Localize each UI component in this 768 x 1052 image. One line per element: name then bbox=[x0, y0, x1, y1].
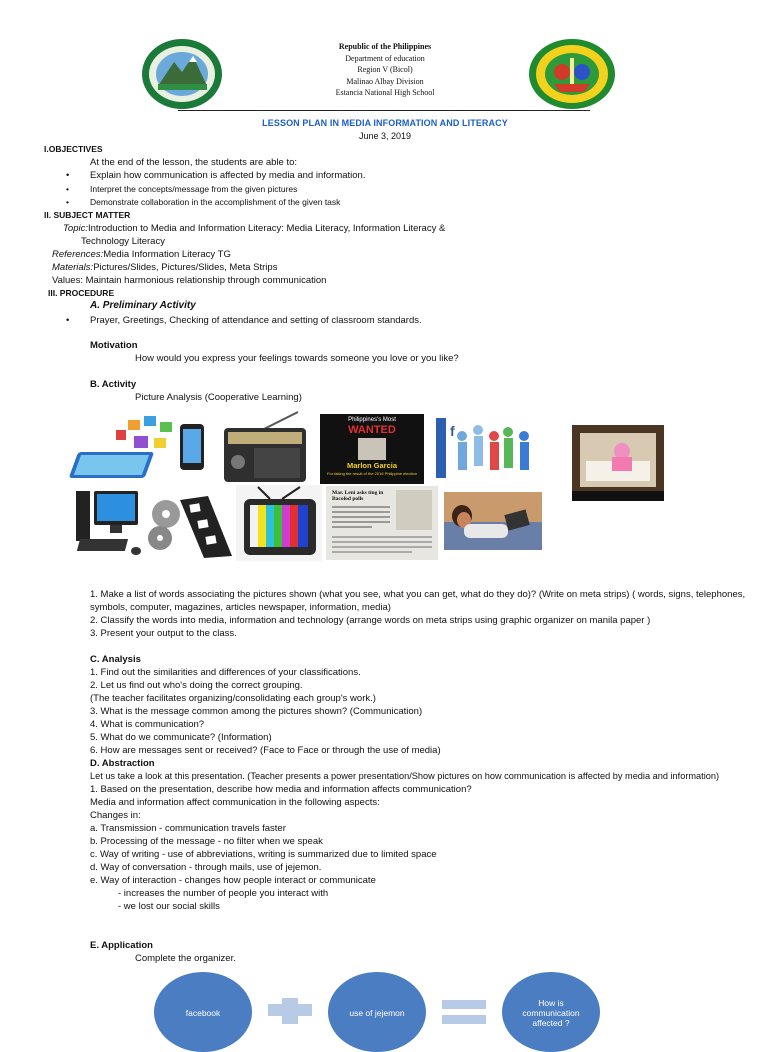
objective-item: • Interpret the concepts/message from the given pictures bbox=[90, 184, 297, 194]
analysis-item: 3. What is the message common among the pictures shown? (Communication) bbox=[90, 706, 423, 717]
abstraction-heading: D. Abstraction bbox=[90, 758, 155, 769]
objectives-intro: At the end of the lesson, the students are able to: bbox=[90, 157, 298, 168]
lesson-plan-title: LESSON PLAN IN MEDIA INFORMATION AND LITERACY bbox=[262, 118, 508, 128]
abstraction-item: Let us take a look at this presentation. (Teacher presents a power presentation/Show pictures on how communication is affected by media and information) bbox=[90, 771, 720, 781]
abstraction-item: a. Transmission - communication travels faster bbox=[90, 823, 286, 834]
procedure-heading: III. PROCEDURE bbox=[48, 288, 115, 298]
activity-step: 1. Make a list of words associating the pictures shown (what you see, what you can get, what do they do)? (Write on meta strips) ( words, signs, telephones, bbox=[90, 589, 746, 600]
organizer-label: use of jejemon bbox=[349, 1008, 405, 1018]
newspaper-headline: Mar. Leni asks ting in Bacolod polls bbox=[332, 490, 384, 502]
wanted-name: Marlon Garcia bbox=[346, 461, 398, 470]
objective-item: • Explain how communication is affected by media and information. bbox=[90, 170, 365, 181]
abstraction-item: Media and information affect communication in the following aspects: bbox=[90, 797, 380, 808]
analysis-item: 2. Let us find out who's doing the correct grouping. bbox=[90, 680, 303, 691]
abstraction-subitem: - we lost our social skills bbox=[118, 901, 220, 912]
activity-subtitle: Picture Analysis (Cooperative Learning) bbox=[135, 392, 302, 403]
radio-image bbox=[222, 410, 308, 484]
computer-image bbox=[72, 487, 142, 559]
motivation-question: How would you express your feelings towards someone you love or you like? bbox=[135, 353, 459, 364]
school-seal-icon bbox=[528, 38, 616, 110]
materials-text: Pictures/Slides, Pictures/Slides, Meta Strips bbox=[93, 262, 278, 273]
activity-step: 2. Classify the words into media, information and technology (arrange words on meta strips using graphic organizer on manila paper ) bbox=[90, 615, 651, 626]
topic-line bbox=[63, 223, 445, 234]
activity-step: 3. Present your output to the class. bbox=[90, 628, 237, 639]
preliminary-heading: A. Preliminary Activity bbox=[90, 300, 196, 311]
header-line: Estancia National High School bbox=[335, 88, 435, 97]
wanted-text: WANTED bbox=[348, 424, 396, 436]
organizer-label: facebook bbox=[185, 1008, 221, 1018]
wanted-caption: For faking the result of the 2016 Philippine election bbox=[327, 471, 417, 476]
application-subtitle: Complete the organizer. bbox=[135, 953, 236, 964]
abstraction-subitem: - increases the number of people you interact with bbox=[118, 888, 329, 899]
abstraction-item: Changes in: bbox=[90, 810, 141, 821]
svg-text:f: f bbox=[450, 423, 455, 439]
abstraction-item: b. Processing of the message - no filter when we speak bbox=[90, 836, 323, 847]
topic-continuation: Technology Literacy bbox=[81, 236, 165, 247]
analysis-item: 4. What is communication? bbox=[90, 719, 205, 730]
header-line: Malinao Albay Division bbox=[346, 76, 424, 86]
subject-heading: II. SUBJECT MATTER bbox=[44, 210, 131, 220]
television-image bbox=[236, 485, 322, 561]
abstraction-item: d. Way of conversation - through mails, use of jejemon. bbox=[90, 862, 322, 873]
abstraction-item: e. Way of interaction - changes how people interact or communicate bbox=[90, 875, 376, 886]
header-line: Region V (Bicol) bbox=[357, 65, 413, 74]
newspaper-image bbox=[326, 486, 438, 560]
film-reel-image bbox=[146, 490, 236, 560]
school-header bbox=[290, 41, 480, 99]
references-label: References: bbox=[52, 249, 104, 260]
preliminary-item: • Prayer, Greetings, Checking of attendance and setting of classroom standards. bbox=[90, 315, 422, 326]
activity-heading: B. Activity bbox=[90, 379, 137, 390]
header-line: Department of education bbox=[345, 53, 425, 63]
abstraction-item: c. Way of writing - use of abbreviations, writing is summarized due to limited space bbox=[90, 849, 437, 860]
objective-item: • Demonstrate collaboration in the accomplishment of the given task bbox=[90, 197, 340, 207]
materials-line bbox=[52, 262, 277, 273]
analysis-item: (The teacher facilitates organizing/consolidating each group's work.) bbox=[90, 693, 376, 704]
analysis-item: 5. What do we communicate? (Information) bbox=[90, 732, 272, 743]
lesson-date: June 3, 2019 bbox=[358, 131, 412, 141]
organizer-circle-question bbox=[502, 972, 600, 1052]
references-text: Media Information Literacy TG bbox=[103, 249, 231, 260]
motivation-heading: Motivation bbox=[90, 340, 138, 351]
analysis-heading: C. Analysis bbox=[90, 654, 141, 665]
header-line: Republic of the Philippines bbox=[338, 42, 432, 51]
analysis-item: 1. Find out the similarities and differences of your classifications. bbox=[90, 667, 361, 678]
wanted-top-text: Philippines's Most bbox=[348, 417, 396, 423]
social-media-people-image bbox=[432, 414, 538, 484]
abstraction-item: 1. Based on the presentation, describe how media and information affects communication? bbox=[90, 784, 472, 795]
person-with-tablet-image bbox=[444, 492, 542, 550]
topic-text: Introduction to Media and Information Literacy: Media Literacy, Information Literacy & bbox=[88, 223, 446, 234]
plus-icon bbox=[268, 998, 312, 1024]
organizer-circle-facebook bbox=[154, 972, 252, 1052]
school-seal bbox=[528, 38, 616, 110]
topic-label: Topic: bbox=[63, 223, 88, 234]
deped-albay-seal bbox=[141, 38, 223, 110]
wanted-photo bbox=[358, 438, 386, 460]
values-line: Values: Maintain harmonious relationship through communication bbox=[52, 275, 327, 286]
deped-seal-icon bbox=[141, 38, 223, 110]
activity-step: symbols, computer, magazines, articles newspaper, information, media) bbox=[90, 602, 391, 613]
header-divider bbox=[178, 110, 590, 111]
references-line bbox=[52, 249, 231, 260]
analysis-item: 6. How are messages sent or received? (Face to Face or through the use of media) bbox=[90, 745, 441, 756]
organizer-label: How is communication affected ? bbox=[522, 998, 580, 1028]
tv-studio-image bbox=[572, 425, 664, 501]
organizer-circle-jejemon bbox=[328, 972, 426, 1052]
materials-label: Materials: bbox=[52, 262, 94, 273]
equals-icon bbox=[442, 1000, 486, 1024]
application-heading: E. Application bbox=[90, 940, 153, 951]
devices-cloud-image bbox=[68, 414, 210, 484]
objectives-heading: I.OBJECTIVES bbox=[44, 144, 103, 154]
wanted-poster-image bbox=[320, 414, 424, 484]
